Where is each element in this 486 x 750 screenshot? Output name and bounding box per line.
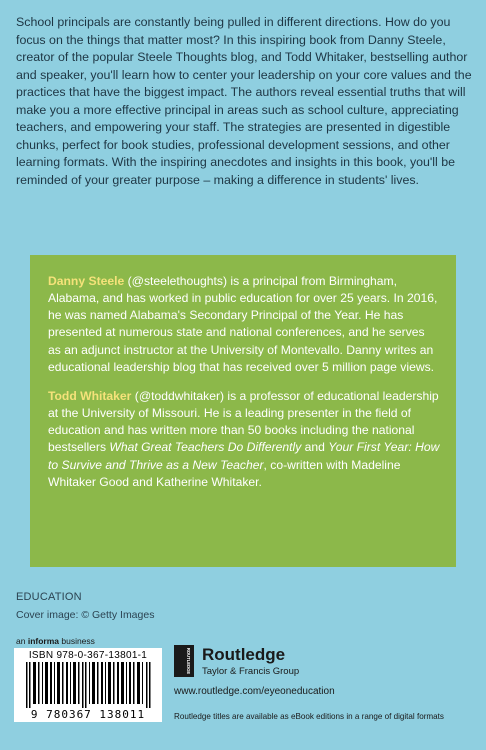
author-bio-steele-text: (@steelethoughts) is a principal from Birmingham, Alabama, and has worked in public education for over 25 years. In 2016, he was named Alabama's Secondary Principal of the Year. He has presented at numerous state and national conferences, and he serves as an adjunct instructor at the University of Montevallo. Danny writes an educational leadership blog that has received over 5 million page views. bbox=[48, 274, 438, 374]
isbn-number: ISBN 978-0-367-13801-1 bbox=[28, 650, 148, 661]
author-bio-whitaker-text-2: and bbox=[301, 440, 329, 455]
isbn-barcode bbox=[14, 648, 162, 722]
author-bio-whitaker bbox=[48, 388, 440, 491]
publisher-url: www.routledge.com/eyeoneducation bbox=[174, 686, 335, 697]
informa-prefix: an bbox=[16, 636, 28, 646]
author-name-steele: Danny Steele bbox=[48, 274, 125, 288]
author-bio-whitaker-text-3: , co-written with Madeline Whitaker Good and Katherine Whitaker. bbox=[48, 457, 401, 489]
book-title-1: What Great Teachers Do Differently bbox=[109, 440, 302, 455]
author-bio-steele bbox=[48, 273, 440, 376]
author-bio-whitaker-text-1: (@toddwhitaker) is a professor of educational leadership at the University of Missouri. He is a leading presenter in the field of education and has written more than 50 books including the national bestsellers bbox=[48, 388, 439, 455]
author-name-whitaker: Todd Whitaker bbox=[48, 388, 132, 403]
book-description: School principals are constantly being pulled in different directions. How do you focus on the things that matter most? In this inspiring book from Danny Steele, creator of the popular Steele Thoughts blog, and Todd Whitaker, bestselling author and speaker, you'll learn how to center your leadership on your core values and the practices that have the biggest impact. The authors reveal essential truths that will make you a more effective principal in areas such as school culture, appreciating teachers, and empowering your staff. The strategies are presented in digestible chunks, perfect for book studies, professional development sessions, and other learning formats. With the inspiring anecdotes and insights in this book, you'll be reminded of your greater purpose – making a difference in students' lives. bbox=[16, 15, 472, 187]
informa-suffix: business bbox=[59, 636, 95, 646]
cover-image-credit: Cover image: © Getty Images bbox=[16, 609, 155, 621]
informa-brand: informa bbox=[27, 636, 59, 646]
book-title-2: Your First Year: How to Survive and Thrive as a New Teacher bbox=[48, 440, 440, 472]
category-label: EDUCATION bbox=[16, 591, 82, 603]
routledge-logo-icon bbox=[174, 645, 194, 677]
barcode-digits: 9 780367 138011 bbox=[30, 708, 146, 721]
publisher-group: Taylor & Francis Group bbox=[202, 666, 300, 677]
informa-business-label bbox=[16, 636, 95, 646]
routledge-logo-text: ROUTLEDGE bbox=[186, 647, 191, 675]
publisher-name: Routledge bbox=[202, 645, 286, 664]
ebook-availability-note: Routledge titles are available as eBook editions in a range of digital formats bbox=[174, 712, 444, 721]
barcode-icon bbox=[20, 662, 156, 708]
author-bio-box bbox=[30, 255, 456, 567]
